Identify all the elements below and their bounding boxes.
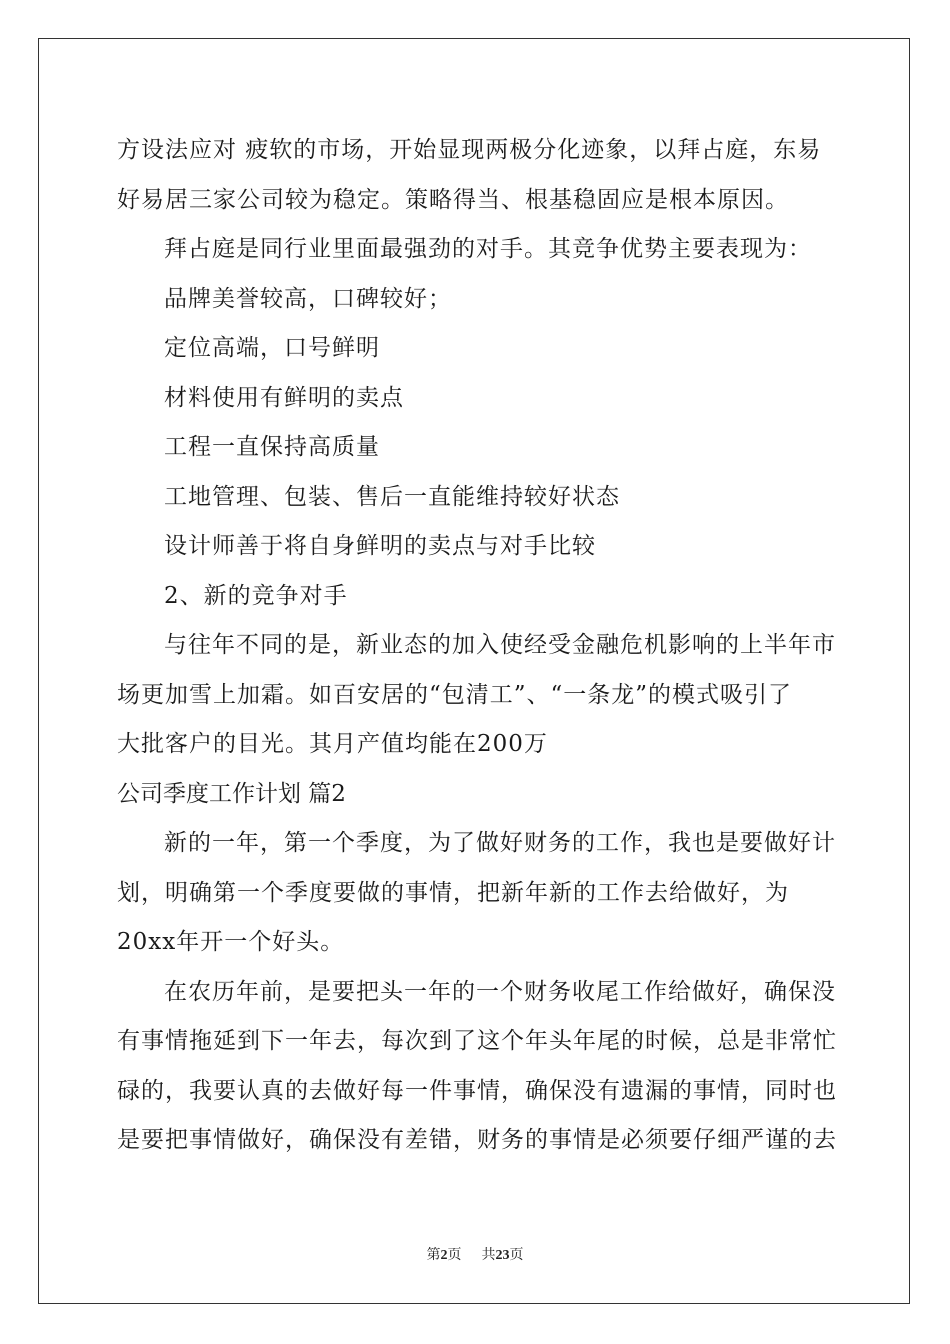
section-heading: 公司季度工作计划 篇2 [117, 780, 346, 807]
text-line: 20xx年开一个好头。 [117, 929, 345, 955]
page-footer [0, 1244, 950, 1264]
text-line: 在农历年前，是要把头一年的一个财务收尾工作给做好，确保没 [164, 978, 836, 1005]
text-line: 好易居三家公司较为稳定。策略得当、根基稳固应是根本原因。 [117, 186, 789, 213]
total-pages: 23 [495, 1248, 510, 1263]
total-suffix: 页 [509, 1247, 524, 1263]
section-subheading: 2、新的竞争对手 [164, 582, 348, 609]
document-body [117, 126, 837, 1166]
page-prefix: 第 [426, 1247, 441, 1263]
list-item: 工程一直保持高质量 [164, 434, 380, 460]
text-line: 是要把事情做好，确保没有差错，财务的事情是必须要仔细严谨的去 [117, 1127, 837, 1153]
text-line: 大批客户的目光。其月产值均能在200万 [117, 731, 548, 757]
page-number: 2 [440, 1248, 448, 1263]
list-item: 工地管理、包装、售后一直能维持较好状态 [164, 483, 620, 510]
text-line: 有事情拖延到下一年去，每次到了这个年头年尾的时候，总是非常忙 [117, 1028, 837, 1054]
total-prefix: 共 [481, 1247, 496, 1263]
list-item: 定位高端，口号鲜明 [164, 335, 380, 361]
list-item: 材料使用有鲜明的卖点 [164, 384, 404, 411]
text-line: 拜占庭是同行业里面最强劲的对手。其竞争优势主要表现为： [164, 236, 812, 262]
text-line: 方设法应对 疲软的市场，开始显现两极分化迹象，以拜占庭，东易 [117, 137, 822, 163]
text-line: 新的一年，第一个季度，为了做好财务的工作，我也是要做好计 [164, 830, 836, 856]
text-line: 碌的，我要认真的去做好每一件事情，确保没有遗漏的事情，同时也 [117, 1077, 837, 1104]
list-item: 品牌美誉较高，口碑较好； [164, 285, 452, 312]
page-suffix: 页 [447, 1247, 462, 1263]
text-line: 与往年不同的是，新业态的加入使经受金融危机影响的上半年市 [164, 632, 836, 658]
text-line: 划，明确第一个季度要做的事情，把新年新的工作去给做好，为 [117, 879, 789, 906]
text-line: 场更加雪上加霜。如百安居的“包清工”、“一条龙”的模式吸引了 [117, 681, 793, 708]
list-item: 设计师善于将自身鲜明的卖点与对手比较 [164, 533, 596, 559]
